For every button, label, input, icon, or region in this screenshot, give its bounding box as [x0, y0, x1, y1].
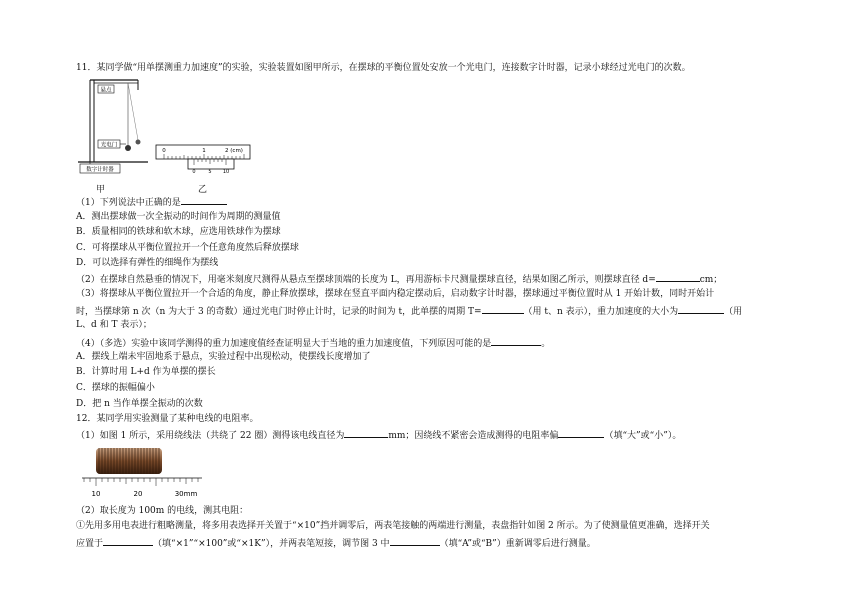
q11-part4-text: （4）（多选）实验中该同学测得的重力加速度值经查证明显大于当地的重力加速度值，下列原因可能的是 [76, 339, 492, 349]
answer-blank [558, 428, 604, 438]
label-hang-point: 悬点 [100, 87, 112, 94]
q11-part1-text: （1）下列说法中正确的是 [76, 198, 181, 208]
q12-part1-text2: mm；因绕线不紧密会造成测得的电阻率偏 [388, 431, 559, 441]
answer-blank [344, 428, 388, 438]
q11-part3-text2: （用 t、n 表示），重力加速度的大小为 [523, 307, 679, 317]
ruler-label-10: 10 [91, 490, 101, 498]
answer-blank [103, 536, 153, 546]
answer-blank [181, 195, 227, 205]
q12-stem: 12．某同学用实验测量了某种电线的电阻率。 [76, 414, 259, 424]
q11-part4-option-a: A．摆线上端未牢固地系于悬点，实验过程中出现松动，使摆线长度增加了 [76, 352, 371, 362]
vernier-tick-0: 0 [192, 169, 196, 175]
main-tick-2: 2 (cm) [225, 148, 243, 154]
q11-part2-text: （2）在摆球自然悬垂的情况下，用毫米刻度尺测得从悬点至摆球顶端的长度为 L，再用游标卡尺测量摆球直径，结果如图乙所示，则摆球直径 d= [76, 275, 656, 285]
q11-part3-text1: 时，当摆球第 n 次（n 为大于 3 的奇数）通过光电门时停止计时，记录的时间为 t，此单摆的周期 T= [76, 307, 482, 317]
q11-part2 [76, 272, 722, 286]
answer-blank [491, 336, 541, 346]
q11-part4-option-c: C．摆球的振幅偏小 [76, 383, 155, 393]
q11-part4-option-d: D．把 n 当作单摆全振动的次数 [76, 399, 203, 409]
figure-pendulum [76, 78, 156, 188]
q11-option-c: C．可将摆球从平衡位置拉开一个任意角度然后释放摆球 [76, 243, 299, 253]
vernier-tick-10: 10 [222, 169, 230, 175]
label-photogate: 光电门 [100, 142, 118, 149]
q12-part2-step1-line2 [76, 536, 596, 550]
figure-vernier-caliper [154, 143, 254, 183]
main-tick-1: 1 [202, 148, 206, 154]
answer-blank [656, 272, 700, 282]
q12-part2-step1-line1: ①先用多用电表进行粗略测量，将多用表选择开关置于“×10”挡并调零后，两表笔接触的两端进行测量，表盘指针如图 2 所示。为了使测量值更准确，选择开关 [76, 521, 710, 531]
caption-jia: 甲 [96, 185, 106, 195]
q11-part4-end: 。 [541, 339, 551, 349]
q12-part1-text3: （填“大”或“小”）。 [604, 431, 682, 441]
q11-stem: 11．某同学做“用单摆测重力加速度”的实验，实验装置如图甲所示，在摆球的平衡位置处安放一个光电门，连接数字计时器，记录小球经过光电门的次数。 [76, 63, 691, 73]
answer-blank [678, 304, 724, 314]
answer-blank [482, 304, 524, 314]
q11-part3-line1: （3）将摆球从平衡位置拉开一个合适的角度，静止释放摆球，摆球在竖直平面内稳定摆动后，启动数字计时器，摆球通过平衡位置时从 1 开始计数，同时开始计 [76, 289, 715, 299]
q11-part2-unit: cm； [699, 275, 723, 285]
q11-part3-line3: L、d 和 T 表示）； [76, 320, 152, 330]
q12-step1-text3: （填“A”或“B”）重新调零后进行测量。 [439, 539, 596, 549]
q12-part1-text: （1）如图 1 所示，采用绕线法（共绕了 22 圈）测得该电线直径为 [76, 431, 345, 441]
caption-yi: 乙 [198, 185, 208, 195]
q12-part2: （2）取长度为 100m 的电线，测其电阻： [76, 506, 249, 516]
q11-part1 [76, 195, 227, 209]
q11-option-b: B．质量相同的铁球和软木球，应选用铁球作为摆球 [76, 227, 281, 237]
q12-step1-text1: 应置于 [76, 539, 104, 549]
answer-blank [390, 536, 440, 546]
q11-option-d: D．可以选择有弹性的细绳作为摆线 [76, 258, 219, 268]
q11-part3-line2 [76, 304, 742, 318]
figure-coil-ruler [80, 444, 210, 498]
ruler-label-20: 20 [133, 490, 143, 498]
q11-part4-option-b: B．计算时用 L+d 作为单摆的摆长 [76, 367, 216, 377]
label-digital-timer: 数字计时器 [86, 167, 114, 173]
ruler-label-30mm: 30mm [174, 490, 198, 498]
q11-option-a: A．测出摆球做一次全振动的时间作为周期的测量值 [76, 212, 281, 222]
q11-part3-text3: （用 [724, 307, 743, 317]
vernier-tick-5: 5 [208, 169, 212, 175]
q12-part1 [76, 428, 681, 442]
main-tick-0: 0 [162, 148, 166, 154]
q11-part4 [76, 336, 550, 350]
q12-step1-text2: （填“×1”“×100”或“×1K”），并两表笔短接，调节图 3 中 [153, 539, 390, 549]
